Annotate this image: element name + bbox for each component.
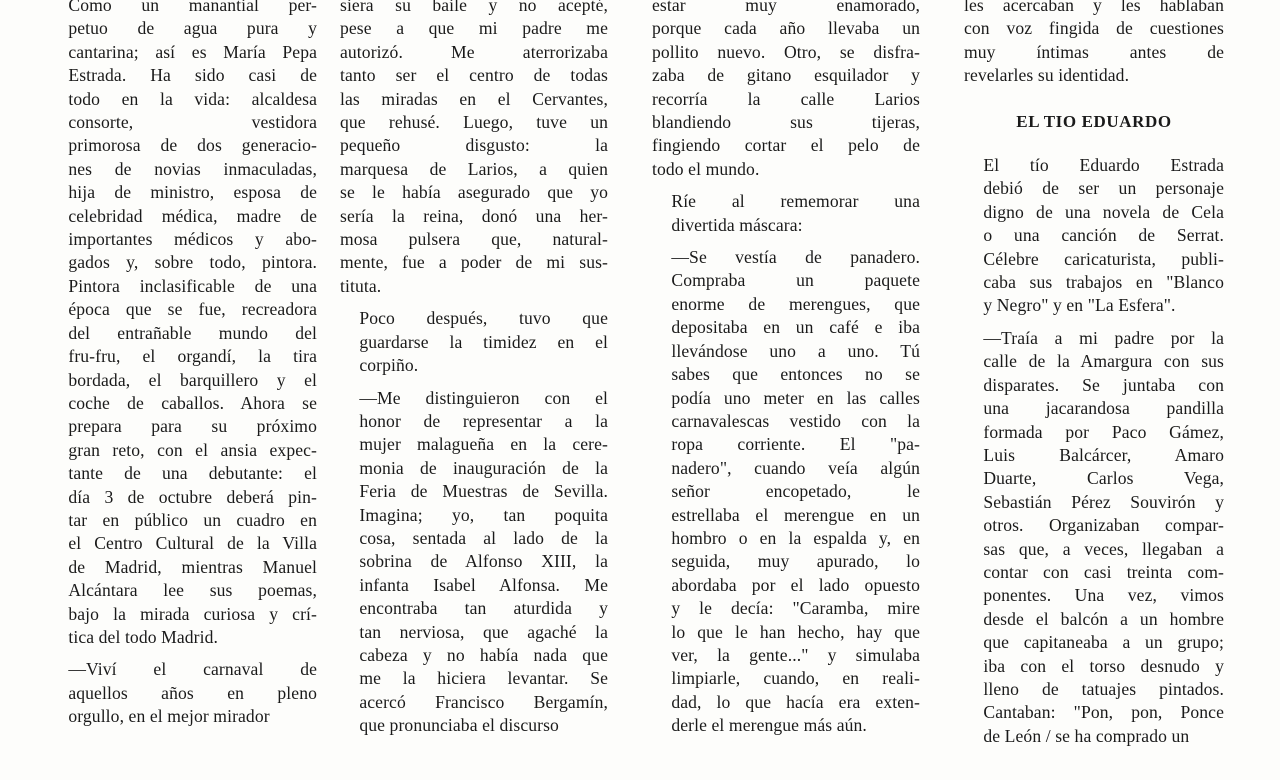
text-line: de León / se ha comprado un: [983, 725, 1190, 746]
paragraph: [964, 0, 1224, 88]
text-line: fru-fru, el organdí, la tira: [68, 346, 317, 367]
text-line: enorme de merengues, que: [671, 293, 920, 314]
text-line: que rehusé. Luego, tuve un: [340, 112, 608, 133]
text-line: depositaba en un café e iba: [671, 317, 920, 338]
paragraph: [652, 0, 920, 181]
text-line: me la hiciera levantar. Se: [359, 668, 608, 689]
text-line: sería la reina, donó una her-: [340, 205, 608, 226]
text-line: corpiño.: [359, 355, 419, 376]
text-line: guardarse la timidez en el: [359, 331, 608, 352]
text-line: época que se fue, recreadora: [68, 299, 317, 320]
text-line: Sebastián Pérez Souvirón y: [983, 491, 1224, 512]
paragraph: [964, 327, 1224, 748]
paragraph: [49, 658, 317, 728]
text-line: que capitaneaba a un grupo;: [983, 632, 1224, 653]
text-line: todo en la vida: alcaldesa: [68, 88, 317, 109]
text-line: carnavalescas vestido con la: [671, 410, 920, 431]
text-line: Imagina; yo, tan poquita: [359, 504, 608, 525]
text-line: que pronunciaba el discurso: [359, 715, 559, 736]
text-line: infanta Isabel Alfonsa. Me: [359, 574, 608, 595]
section-heading: EL TIO EDUARDO: [1016, 111, 1172, 131]
text-line: mosa pulsera que, natural-: [340, 229, 608, 250]
text-line: estar muy enamorado,: [652, 0, 920, 15]
text-line: celebridad médica, madre de: [68, 205, 317, 226]
text-line: gran reto, con el ansia expec-: [68, 439, 317, 460]
text-line: Poco después, tuvo que: [359, 308, 608, 329]
paragraph: [652, 246, 920, 738]
text-line: les acercaban y les hablaban: [964, 0, 1224, 15]
text-line: gados y, sobre todo, pintora.: [68, 252, 317, 273]
text-line: acercó Francisco Bergamín,: [359, 691, 608, 712]
text-line: primorosa de dos generacio-: [68, 135, 317, 156]
paragraph: [340, 307, 608, 377]
text-line: —Traía a mi padre por la: [983, 327, 1224, 348]
text-line: iba con el torso desnudo y: [983, 655, 1224, 676]
text-line: cantarina; así es María Pepa: [68, 41, 317, 62]
text-line: día 3 de octubre deberá pin-: [68, 486, 317, 507]
text-line: blandiendo sus tijeras,: [652, 112, 920, 133]
text-line: las miradas en el Cervantes,: [340, 88, 608, 109]
text-line: caba sus trabajos en "Blanco: [983, 272, 1224, 293]
text-line: digno de una novela de Cela: [983, 201, 1224, 222]
text-line: Duarte, Carlos Vega,: [983, 468, 1224, 489]
text-line: con voz fingida de cuestiones: [964, 18, 1224, 39]
text-line: revelarles su identidad.: [964, 65, 1130, 86]
text-line: o una canción de Serrat.: [983, 225, 1224, 246]
text-line: señor encopetado, le: [671, 481, 920, 502]
text-line: prepara para su próximo: [68, 416, 317, 437]
text-line: Como un manantial per-: [68, 0, 317, 15]
paragraph: [652, 190, 920, 237]
text-line: nadero", cuando veía algún: [671, 457, 920, 478]
text-line: dad, lo que hacía era exten-: [671, 691, 920, 712]
text-line: debió de ser un personaje: [983, 178, 1224, 199]
text-line: recorría la calle Larios: [652, 88, 920, 109]
text-line: consorte, vestidora: [68, 112, 317, 133]
text-line: formada por Paco Gámez,: [983, 421, 1224, 442]
text-line: fingiendo cortar el pelo de: [652, 135, 920, 156]
text-line: marquesa de Larios, a quien: [340, 158, 608, 179]
text-line: Compraba un paquete: [671, 270, 920, 291]
text-line: El tío Eduardo Estrada: [983, 155, 1224, 176]
text-line: otros. Organizaban compar-: [983, 515, 1224, 536]
text-line: ropa corriente. El "pa-: [671, 434, 920, 455]
text-line: divertida máscara:: [671, 214, 803, 235]
text-line: desde el balcón a un hombre: [983, 608, 1224, 629]
paragraph: [964, 154, 1224, 318]
text-line: y le decía: "Caramba, mire: [671, 598, 920, 619]
text-line: Ríe al rememorar una: [671, 191, 920, 212]
text-line: de Madrid, mientras Manuel: [68, 556, 317, 577]
text-line: sabes que entonces no se: [671, 364, 920, 385]
text-line: hija de ministro, esposa de: [68, 182, 317, 203]
text-line: coche de caballos. Ahora se: [68, 392, 317, 413]
paragraph: [340, 0, 608, 298]
text-line: del entrañable mundo del: [68, 322, 317, 343]
text-line: lo que le han hecho, hay que: [671, 621, 920, 642]
text-line: Feria de Muestras de Sevilla.: [359, 481, 608, 502]
text-line: disparates. Se juntaba con: [983, 374, 1224, 395]
text-line: Alcántara lee sus poemas,: [68, 580, 317, 601]
text-line: autorizó. Me aterrorizaba: [340, 41, 608, 62]
text-line: y Negro" y en "La Esfera".: [983, 295, 1176, 316]
article-column-1: [49, 0, 317, 729]
text-line: abordaba por el lado opuesto: [671, 574, 920, 595]
text-line: hombro o en la espalda y, en: [671, 527, 920, 548]
text-line: bordada, el barquillero y el: [68, 369, 317, 390]
text-line: Célebre caricaturista, publi-: [983, 248, 1224, 269]
text-line: se le había asegurado que yo: [340, 182, 608, 203]
text-line: Luis Balcárcer, Amaro: [983, 444, 1224, 465]
text-line: todo el mundo.: [652, 158, 760, 179]
text-line: orgullo, en el mejor mirador: [68, 706, 270, 727]
text-line: encontraba tan aturdida y: [359, 598, 608, 619]
text-line: Cantaban: "Pon, pon, Ponce: [983, 702, 1224, 723]
text-line: tar en público un cuadro en: [68, 509, 317, 530]
text-line: pollito nuevo. Otro, se disfra-: [652, 41, 920, 62]
text-line: cosa, sentada al lado de la: [359, 527, 608, 548]
text-line: nes de novias inmaculadas,: [68, 158, 317, 179]
text-line: —Viví el carnaval de: [68, 659, 317, 680]
text-line: una jacarandosa pandilla: [983, 398, 1224, 419]
text-line: aquellos años en pleno: [68, 682, 317, 703]
text-line: podía uno meter en las calles: [671, 387, 920, 408]
article-column-3: [652, 0, 920, 738]
text-line: petuo de agua pura y: [68, 18, 317, 39]
text-line: cabeza y no había nada que: [359, 644, 608, 665]
paragraph: [49, 0, 317, 649]
text-line: tanto ser el centro de todas: [340, 65, 608, 86]
text-line: pequeño disgusto: la: [340, 135, 608, 156]
text-line: zaba de gitano esquilador y: [652, 65, 920, 86]
text-line: honor de representar a la: [359, 410, 608, 431]
text-line: muy íntimas antes de: [964, 41, 1224, 62]
text-line: contar con casi treinta com-: [983, 561, 1224, 582]
text-line: ponentes. Una vez, vimos: [983, 585, 1224, 606]
text-line: pese a que mi padre me: [340, 18, 608, 39]
text-line: ver, la gente..." y simulaba: [671, 644, 920, 665]
text-line: llevándose uno a uno. Tú: [671, 340, 920, 361]
text-line: —Se vestía de panadero.: [671, 247, 920, 268]
article-column-2: [340, 0, 608, 738]
text-line: tante de una debutante: el: [68, 463, 317, 484]
text-line: mujer malagueña en la cere-: [359, 434, 608, 455]
text-line: siera su baile y no acepté,: [340, 0, 608, 15]
text-line: sas que, a veces, llegaban a: [983, 538, 1224, 559]
text-line: porque cada año llevaba un: [652, 18, 920, 39]
text-line: monia de inauguración de la: [359, 457, 608, 478]
text-line: importantes médicos y abo-: [68, 229, 317, 250]
text-line: el Centro Cultural de la Villa: [68, 533, 317, 554]
text-line: limpiarle, cuando, en reali-: [671, 668, 920, 689]
text-line: sobrina de Alfonso XIII, la: [359, 551, 608, 572]
text-line: tica del todo Madrid.: [68, 626, 219, 647]
text-line: tan nerviosa, que agaché la: [359, 621, 608, 642]
article-column-4: [964, 0, 1224, 748]
text-line: Estrada. Ha sido casi de: [68, 65, 317, 86]
text-line: tituta.: [340, 275, 382, 296]
text-line: calle de la Amargura con sus: [983, 351, 1224, 372]
text-line: bajo la mirada curiosa y crí-: [68, 603, 317, 624]
text-line: —Me distinguieron con el: [359, 387, 608, 408]
text-line: seguida, muy apurado, lo: [671, 551, 920, 572]
text-line: estrellaba el merengue en un: [671, 504, 920, 525]
text-line: lleno de tatuajes pintados.: [983, 678, 1224, 699]
text-line: Pintora inclasificable de una: [68, 275, 317, 296]
paragraph: [340, 387, 608, 738]
text-line: derle el merengue más aún.: [671, 715, 867, 736]
text-line: mente, fue a poder de mi sus-: [340, 252, 608, 273]
